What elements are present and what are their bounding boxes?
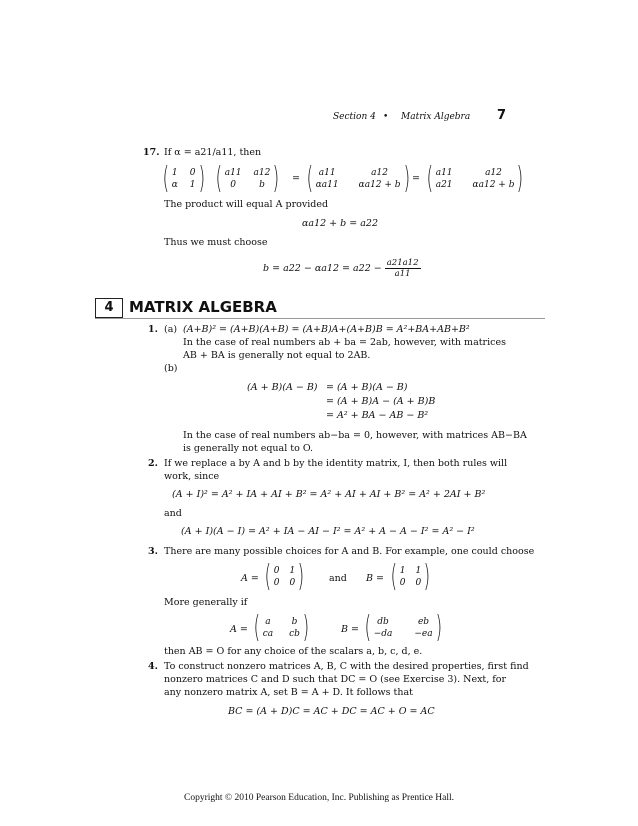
ex4-line2: nonzero matrices C and D such that DC = O (see Exercise 3). Next, for — [164, 674, 507, 685]
section-number: 4 — [95, 298, 123, 318]
ex1-b-line2: is generally not equal to O. — [183, 443, 314, 454]
ex17-b-equation: b = a22 − αa12 = a22 − $\frac{a21a12}{a11}$ — [263, 258, 419, 279]
ex2-eq2: (A + I)(A − I) = A² + IA − AI − I² = A² + A − A − I² = A² − I² — [181, 526, 475, 537]
ex3-number: 3. — [148, 546, 158, 557]
page-number: 7 — [497, 108, 507, 123]
ex1-a-label: (a) — [164, 324, 178, 335]
ex2-line1: If we replace a by A and b by the identity matrix, I, then both rules will — [164, 458, 508, 469]
section-rule — [95, 318, 545, 319]
ex17-fraction: $\frac{a21a12}{a11}$ — [386, 258, 419, 279]
ex2-line2: work, since — [164, 471, 220, 482]
ex17-matrix-3: ( a11 a12 αa11 αa12 + b ) — [306, 161, 410, 196]
ex3-then: then AB = O for any choice of the scalars a, b, c, d, e. — [164, 646, 423, 657]
ex1-b-lhs: (A + B)(A − B) — [247, 382, 318, 393]
ex3-matrix-A: ( 0 1 0 0 ) — [264, 559, 305, 594]
ex3-general: More generally if — [164, 597, 248, 608]
ex17-choose-text: Thus we must choose — [164, 237, 268, 248]
header-title: Matrix Algebra — [401, 112, 471, 122]
ex3-matrix-A2: ( a b ca cb ) — [253, 610, 310, 645]
header-section: Section 4 — [333, 112, 376, 122]
ex17-product-text: The product will equal A provided — [164, 199, 329, 210]
ex3-A-label: A = — [241, 573, 259, 584]
ex1-b-row-3: = A² + BA − AB − B² — [326, 410, 429, 421]
ex3-and: and — [329, 573, 347, 584]
ex1-a-line2: In the case of real numbers ab + ba = 2ab, however, with matrices — [183, 337, 506, 348]
ex4-number: 4. — [148, 661, 158, 672]
ex1-b-line1: In the case of real numbers ab−ba = 0, however, with matrices AB−BA — [183, 430, 527, 441]
ex3-B2-label: B = — [341, 624, 359, 635]
ex3-line1: There are many possible choices for A and B. For example, one could choose — [164, 546, 535, 557]
ex4-equation: BC = (A + D)C = AC + DC = AC + O = AC — [228, 706, 435, 717]
ex17-condition: αa12 + b = a22 — [302, 218, 378, 229]
ex4-line3: any nonzero matrix A, set B = A + D. It follows that — [164, 687, 413, 698]
ex17-matrix-2: ( a11 a12 0 b ) — [215, 161, 280, 196]
ex1-b-row-1: = (A + B)(A − B) — [326, 382, 408, 393]
ex3-matrix-B: ( 1 1 0 0 ) — [390, 559, 431, 594]
ex3-A2-label: A = — [230, 624, 248, 635]
ex17-matrix-4: ( a11 a12 a21 αa12 + b ) — [426, 161, 524, 196]
ex3-matrix-B2: ( db eb −da −ea ) — [364, 610, 442, 645]
header-bullet: • — [383, 112, 389, 122]
ex1-b-label: (b) — [164, 363, 178, 374]
ex17-eq-2: = — [412, 173, 420, 184]
ex1-number: 1. — [148, 324, 158, 335]
ex17-eq-1: = — [292, 173, 300, 184]
ex17-number: 17. — [143, 147, 160, 158]
ex2-and: and — [164, 508, 182, 519]
section-title: MATRIX ALGEBRA — [129, 298, 277, 316]
ex1-a-line1: (A+B)² = (A+B)(A+B) = (A+B)A+(A+B)B = A²+BA+AB+B² — [183, 324, 470, 335]
ex17-intro: If α = a21/a11, then — [164, 147, 262, 158]
ex4-line1: To construct nonzero matrices A, B, C with the desired properties, first find — [164, 661, 529, 672]
ex2-eq1: (A + I)² = A² + IA + AI + B² = A² + AI + AI + B² = A² + 2AI + B² — [172, 489, 486, 500]
copyright-footer: Copyright © 2010 Pearson Education, Inc. Publishing as Prentice Hall. — [183, 793, 454, 803]
ex17-matrix-1: ( 1 0 α 1 ) — [162, 161, 205, 196]
ex3-B-label: B = — [366, 573, 384, 584]
ex2-number: 2. — [148, 458, 158, 469]
ex1-a-line3: AB + BA is generally not equal to 2AB. — [183, 350, 371, 361]
ex1-b-row-2: = (A + B)A − (A + B)B — [326, 396, 436, 407]
